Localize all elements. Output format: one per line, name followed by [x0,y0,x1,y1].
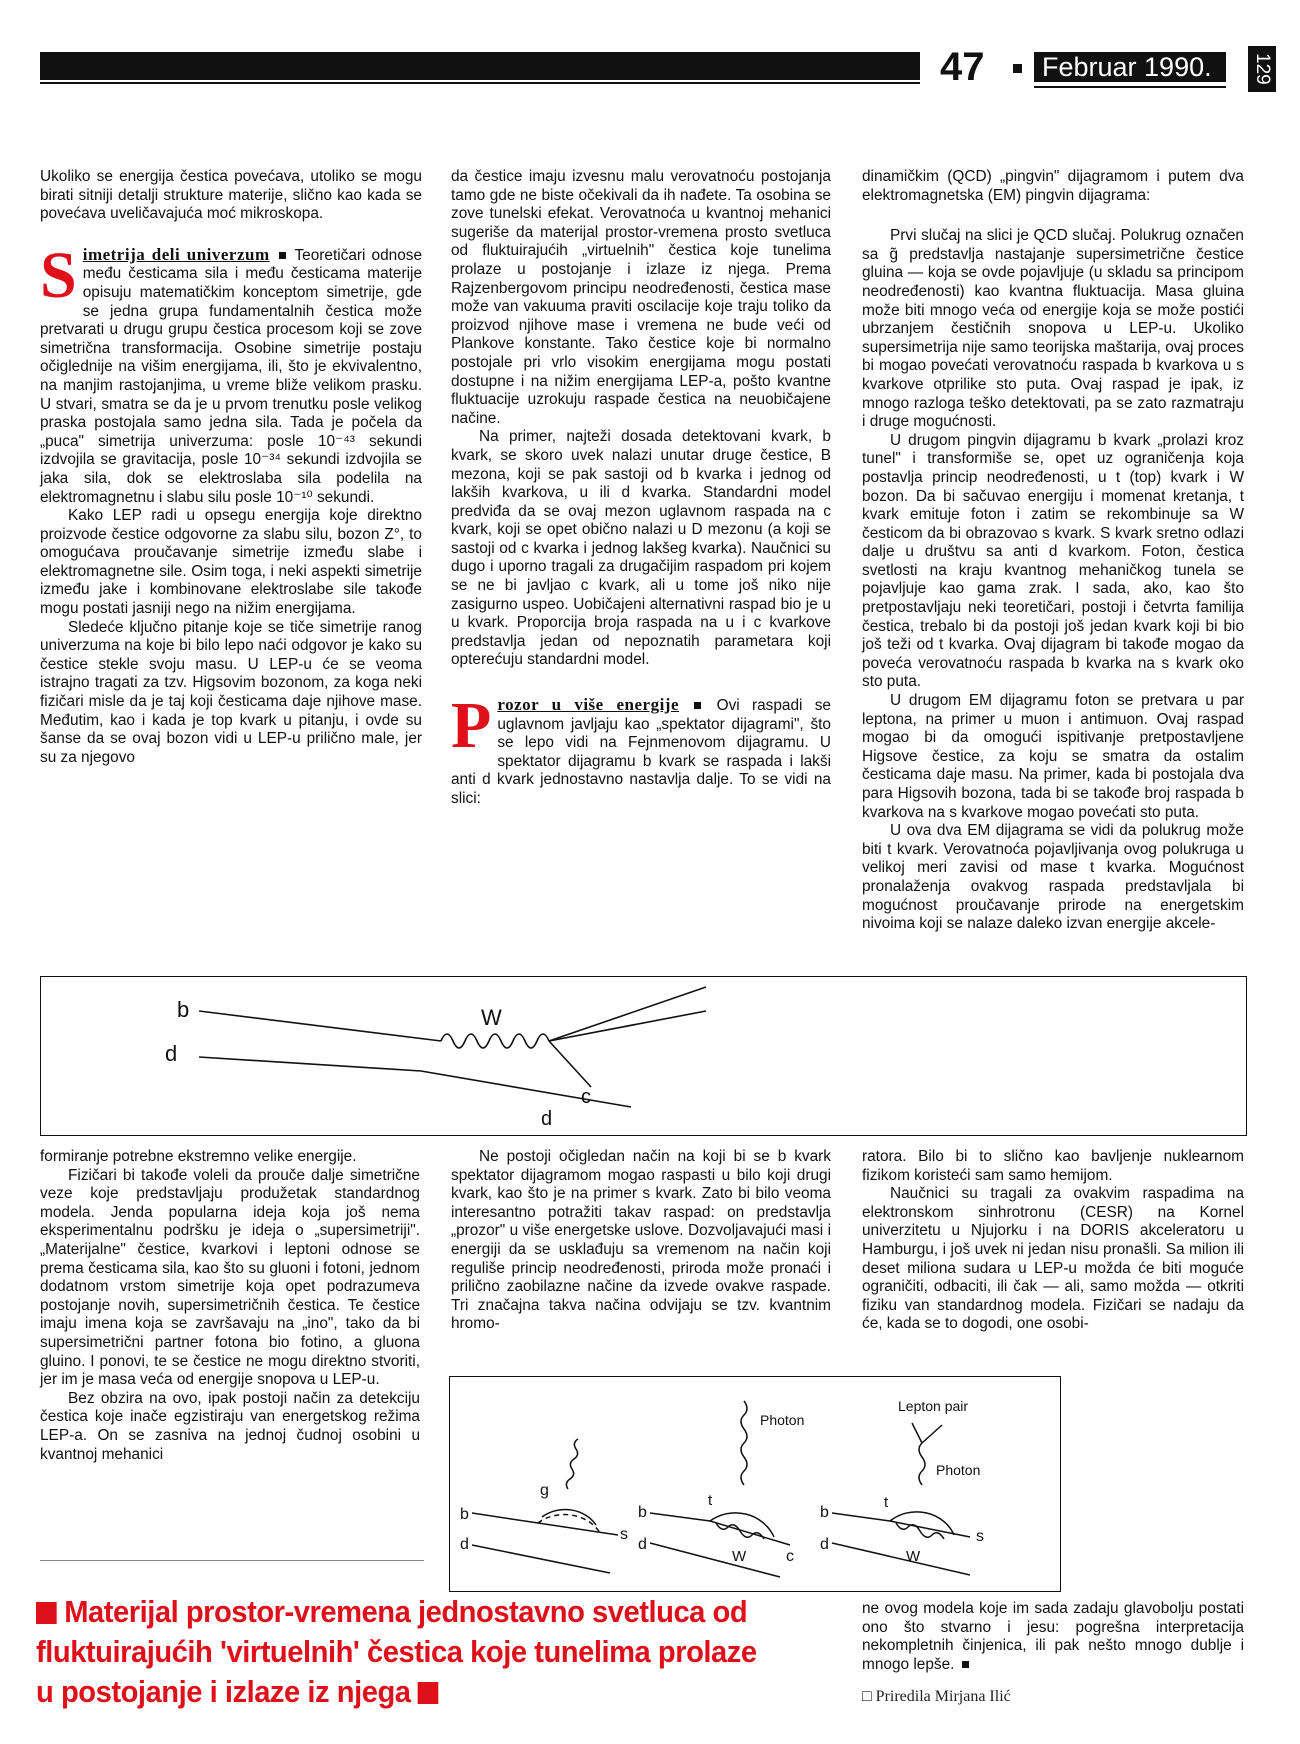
column-4 [40,1148,420,1464]
column-3 [862,168,1244,934]
paragraph: Ne postoji očigledan način na koji bi se b kvark spektator dijagramom mogao raspasti u bilo koji drugi kvark, kao što je na primer s kvark. Zato bi bilo veoma interesantno potražiti takav raspad: on predstavlja „prozor" u više energetske uslove. Dozvoljavajući masi i energiji da se usklađuju sa vremenom na način koji reguliše princip neodređenosti, priroda može pronaći i prilično zaobilazne načine da izvede ovakve raspade. Tri značajna takva načina odvijaju se tzv. kvantnim hromo- [451,1148,831,1333]
section-paragraph [451,689,831,809]
pull-quote [36,1592,779,1712]
label-c: c [581,1086,591,1108]
paragraph: Kako LEP radi u opsegu energija koje direktno proizvode čestice odgovorne za slabu silu, bozon Z°, to omogućava proučavanje simetrije između slabe i elektromagnetne sile. Osim toga, i neki aspekti simetrije između jake i kombinovane elektroslabe sile takođe mogu postati jasniji nego na nižim energijama. [40,507,422,618]
section-paragraph [40,238,423,507]
closing-paragraph [862,1600,1244,1674]
em2-label-w: W [906,1548,921,1565]
section-text: Ovi raspadi se uglavnom javljaju kao „spektator dijagrami", što se lepo vidi na Fejnmenovom dijagramu. U spektator dijagramu b kvark se raspada i lakši anti d kvark jednostavno nastavlja dalje. To se vidi na slici: [451,697,831,807]
paragraph: Fizičari bi takođe voleli da prouče dalje simetrične veze koje predstavljaju produžetak standardnog modela. Jenda popularna ideja koja još nema eksperimentalnu podršku je ideja o „supersimetriji". „Materijalne" čestice, kvarkovi i leptoni odnose se prema česticama sila, kao što su gluoni i fotoni, jednom dodatnom vrstom simetrije koja opet podrazumeva postojanje novih, supersimetričnih čestica. Te čestice imaju imena koja se završavaju na „ino", tako da bi supersimetrični partner fotona bio fotino, a gluona gluino. I ponovi, te se čestice ne mogu direktno stvoriti, jer im je masa veća od energije snopova u LEP-u. [40,1166,420,1389]
paragraph: Prvi slučaj na slici je QCD slučaj. Polukrug označen sa g̃ predstavlja nastajanje supersimetrične čestice gluina — koja se ovde pojavljuje (u skladu sa principom neodređenosti) kao kvantna fluktuacija. Masa gluina može biti mnogo veća od energije koja se može postići ubrzanjem čestičnih snopova u LEP-u. Ukoliko supersimetrija nije samo teorijska maštarija, ovaj proces bi mogao povećati verovatnoću raspada b kvarkova u s kvarkove otprilike sto puta. Ovaj raspad je ipak, iz mnogo razloga teško detektovati, pa se zato razmatraju i druge mogućnosti. [862,227,1244,431]
em1-label-w: W [732,1548,747,1565]
paragraph: Bez obzira na ovo, ipak postoji način za detekciju čestica koje inače egzistiraju van energetskog režima LEP-a. On se zasniva na jednoj čudnoj osobini u kvantnoj mehanici [40,1389,420,1463]
section-prozor [451,689,831,809]
d-quark-line [199,1057,421,1071]
author-credit [862,1688,1011,1706]
em2-label-s: s [976,1528,984,1545]
outgoing-quark-2 [549,1011,706,1041]
em1-label-d: d [638,1536,647,1553]
section-text: Teoretičari odnose među česticama sila i među česticama materije opisuju matematičkim konceptom simetrije, gde se jedna grupa fundamentalnih čestica može pretvarati u drugu grupu čestica procesom koji se zove simetrična transformacija. Osobine simetrije postaju očiglednije na višim energijama, ili, što je ekvivalentno, na manjim rastojanjima, u vreme bliže velikom prasku. U stvari, smatra se da je u prvom trenutku posle velikog praska postojala samo jedna sila. Tada je počela da „puca" simetrija univerzuma: posle 10⁻⁴³ sekundi izdvojila se gravitacija, posle 10⁻³⁴ sekundi izdvojila se jaka sila, dok se elektroslaba sila podelila na elektromagnetnu i slabu silu posle 10⁻¹⁰ sekundi. [40,246,423,506]
em1-label-b: b [638,1504,647,1521]
section-title: rozor u više energije [497,695,679,715]
dbar-line [421,1071,631,1107]
spectator-diagram [40,976,1247,1136]
em1-label-c: c [786,1548,794,1565]
pull-quote-rule [40,1560,424,1561]
drop-cap: P [451,689,492,763]
label-d: d [165,1041,178,1066]
section-simetrija [40,238,423,507]
qcd-label-g: g [540,1482,549,1499]
penguin-diagrams-svg [450,1377,1060,1591]
label-b: b [177,997,190,1022]
header-rule [40,52,920,80]
em2-label-lepton-pair: Lepton pair [898,1398,969,1414]
paragraph: dinamičkim (QCD) „pingvin" dijagramom i putem dva elektromagnetska (EM) pingvin dijagrama: [862,168,1244,204]
em2-label-d: d [820,1536,829,1553]
credit-text: Priredila Mirjana Ilić [875,1688,1011,1705]
paragraph: U ova dva EM dijagrama se vidi da polukrug može biti t kvark. Verovatnoća pojavljivanja ovog polukruga u velikoj meri zavisi od mase t kvarka. Mogućnost pronalaženja ovakvog raspada predstavljala bi mogućnost proučavanje prirode na energetskim nivoima koji se nalaze daleko izvan energije akcele- [862,822,1244,933]
end-mark-icon [962,1661,969,1668]
column-1 [40,168,422,767]
em2-label-b: b [820,1504,829,1521]
label-w: W [481,1005,502,1030]
penguin-diagrams [449,1376,1061,1592]
paragraph: Ukoliko se energija čestica povećava, utoliko se mogu birati sitniji detalji strukture materije, slično kao kada se povećava uveličavajuća moć mikroskopa. [40,168,422,223]
drop-cap: S [40,238,77,312]
em-penguin-2 [832,1423,970,1575]
c-quark-line [549,1041,591,1087]
em1-label-photon: Photon [760,1412,805,1428]
paragraph: ratora. Bilo bi to slično kao bavljenje nuklearnom fizikom koristeći sam samo hemijom. [862,1148,1244,1184]
qcd-label-s: s [620,1526,628,1543]
qcd-label-b: b [460,1506,469,1523]
column-5 [451,1148,831,1334]
paragraph: da čestice imaju izvesnu malu verovatnoću postojanja tamo gde ne biste očekivali da ih nađete. Ta osobina se zove tunelski efekat. Verovatnoća u kvantnoj mehanici sugeriše da materijal prostor-vremena prosto svetluca od fluktuirajućih „virtuelnih" čestica koje tunelima prolaze u postojanje i izlaze iz njega. Prema Rajzenbergovom principu neodređenosti, čestica mase može van vakuuma praviti oscilacije koje traju toliko da proizvod njihove mase i vremena ne bude veći od Plankove konstante. Tako čestice koje bi normalno postojale pri vrlo visokim energijama mogu postati dostupne i na nižim energijama LEP-a, pošto kvantne fluktuacije uzrokuju raspade čestica na neuobičajene načine. [451,168,831,427]
red-square-icon [36,1602,57,1624]
pull-quote-text: Materijal prostor-vremena jednostavno svetluca od fluktuirajućih 'virtuelnih' čestica koje tunelima prolaze u postojanje i izlaze iz njega [36,1594,757,1709]
label-dbar: d [541,1108,553,1130]
w-boson-wavy [441,1034,549,1048]
em1-label-t: t [708,1492,713,1509]
column-6 [862,1148,1244,1334]
column-7 [862,1600,1244,1674]
red-square-icon [418,1682,439,1704]
page-number: 47 [940,45,985,89]
side-page-number: 129 [1248,46,1276,92]
bullet-square-icon [694,702,701,709]
spectator-diagram-svg [41,977,1246,1135]
paragraph: Na primer, najteži dosada detektovani kvark, b kvark, se skoro uvek nalazi unutar druge čestice, B mezona, koji se pak sastoji od b kvarka i jednog od lakših kvarkova, u ili d kvarka. Standardni model predviđa da se ovaj mezon uglavnom raspada na c kvark, koji se opet obično nalazi u D mezonu (a koji se sastoji od c kvarka i jednog lakšeg kvarka). Naučnici su dugo i uporno tragali za drugačijim raspadom pri kojem se ne bi javljao c kvark, ali u tome još niko nije zasigurno uspeo. Uobičajeni alternativni raspad bio je u u kvark. Proporcija broja raspada na u i c kvarkove predstavlja jedan od nepoznatih parametara koji opterećuju standardni model. [451,428,831,669]
paragraph: U drugom EM dijagramu foton se pretvara u par leptona, na primer u muon i antimuon. Ovaj raspad mogao bi da omogući ispitivanje pretpostavljene Higsove čestice, za koju se smatra da ostalim česticama daje masu. Na primer, kada bi postojala dva para Higsovih bozona, tada bi se takođe broj raspada b kvarkova na s kvarkove mogao povećati sto puta. [862,692,1244,821]
paragraph: U drugom pingvin dijagramu b kvark „prolazi kroz tunel" i transformiše se, opet uz ograničenja koja postavlja princip neodređenosti, u t (top) kvark i W bozon. Da bi sačuvao energiju i momenat kretanja, t kvark emituje foton i zatim se rekombinuje sa W česticom da bi obrazovao s kvark. S kvark sretno odlazi dalje u društvu sa anti d kvarkom. Foton, čestica svetlosti na kraju kvantnog mehaničkog tunela se pojavljuje kao gama zrak. I sada, ako, kao što pretpostavljaju neki teoretičari, postoji i četvrta familija čestica, trebalo bi da postoji još jedan kvark koji bi bio još teži od t kvarka. Ovaj dijagram bi takođe mogao da poveća verovatnoću raspada b kvarka na s kvark oko sto puta. [862,431,1244,691]
qcd-label-d: d [460,1536,469,1553]
paragraph: formiranje potrebne ekstremno velike energije. [40,1148,357,1165]
outgoing-quark-1 [549,987,706,1041]
em2-label-t: t [884,1494,889,1511]
section-title: imetrija deli univerzum [82,244,270,264]
issue-date: Februar 1990. [1034,52,1226,82]
bullet-square-icon [279,252,286,259]
closing-text: ne ovog modela koje im sada zadaju glavobolju postati ono što stvarno i jesu: pogrešna interpretacija nekompletnih činjenica, ili pak nešto mnogo dublje i mnogo lepše. [862,1600,1244,1673]
paragraph: Sledeće ključno pitanje koje se tiče simetrije ranog univerzuma na koje bi bilo lepo naći odgovor je kako su čestice stekle svoju masu. U LEP-u će se veoma istrajno tragati za tzv. Higsovim bozonom, za koga neki fizičari misle da je taj koji česticama daje njihove mase. Međutim, kao i kada je top kvark u pitanju, i ovde su šanse da se ovaj bozon vidi u LEP-u prilično male, jer su za njegovo [40,618,422,766]
credit-icon: □ [862,1688,876,1705]
qcd-penguin [472,1439,618,1573]
header-bullet [1013,64,1022,73]
em2-label-photon: Photon [936,1462,981,1478]
column-2 [451,168,831,809]
paragraph: Naučnici su tragali za ovakvim raspadima na elektronskom sinhrotronu (CESR) na Kornel univerzitetu u Njujorku i na DORIS akceleratoru u Hamburgu, i još uvek ni jedan nisu pronašli. Sa milion ili deset miliona sudara u LEP-u možda će biti moguće ograničiti, odbaciti, ili čak — ali, samo možda — otkriti fiziku van standardnog modela. Fizičari se nadaju da će, kada se to dogodi, one osobi- [862,1185,1244,1333]
b-quark-line [199,1011,441,1041]
